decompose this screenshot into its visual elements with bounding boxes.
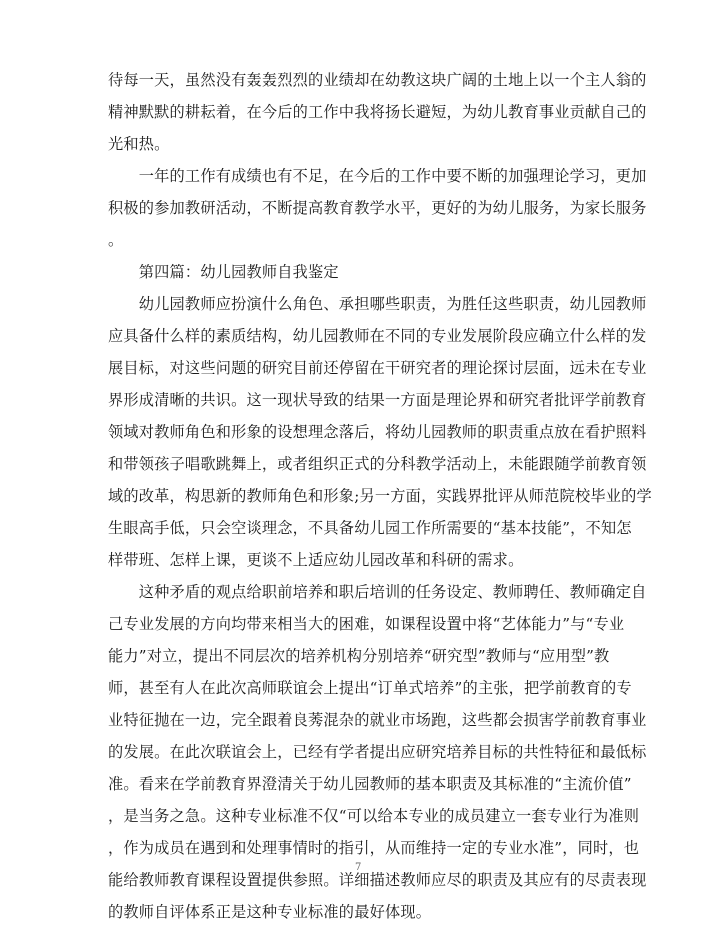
text-line: 生眼高手低，只会空谈理念，不具备幼儿园工作所需要的“基本技能”，不知怎	[108, 519, 632, 537]
text-line: 能力”对立，提出不同层次的培养机构分别培养“研究型”教师与“应用型”教	[108, 647, 610, 665]
text-line: 准。看来在学前教育界澄清关于幼儿园教师的基本职责及其标准的“主流价值”	[108, 775, 632, 793]
text-line: 的教师自评体系正是这种专业标准的最好体现。	[108, 903, 432, 921]
text-line: 师，甚至有人在此次高师联谊会上提出“订单式培养”的主张，把学前教育的专	[108, 679, 632, 697]
text-line: 。	[108, 231, 124, 249]
text-line: ，作为成员在遇到和处理事情时的指引，从而维持一定的专业水准”，同时，也	[108, 839, 640, 857]
text-line: 业特征抛在一边，完全跟着良莠混杂的就业市场跑，这些都会损害学前教育事业	[108, 711, 647, 729]
text-line: 样带班、怎样上课，更谈不上适应幼儿园改革和科研的需求。	[108, 551, 524, 569]
text-line: 应具备什么样的素质结构，幼儿园教师在不同的专业发展阶段应确立什么样的发	[108, 327, 647, 345]
text-line: 领域对教师角色和形象的设想理念落后，将幼儿园教师的职责重点放在看护照料	[108, 423, 647, 441]
text-line: 界形成清晰的共识。这一现状导致的结果一方面是理论界和研究者批评学前教育	[108, 391, 647, 409]
text-line: 精神默默的耕耘着，在今后的工作中我将扬长避短，为幼儿教育事业贡献自己的	[108, 103, 647, 121]
text-line: 的发展。在此次联谊会上，已经有学者提出应研究培养目标的共性特征和最低标	[108, 743, 647, 761]
text-line: 展目标，对这些问题的研究目前还停留在干研究者的理论探讨层面，远未在专业	[108, 359, 647, 377]
text-line: 待每一天，虽然没有轰轰烈烈的业绩却在幼教这块广阔的土地上以一个主人翁的	[108, 71, 647, 89]
text-line: 域的改革，构思新的教师角色和形象;另一方面，实践界批评从师范院校毕业的学	[108, 487, 652, 505]
text-line: 能给教师教育课程设置提供参照。详细描述教师应尽的职责及其应有的尽责表现	[108, 871, 647, 889]
text-line: 光和热。	[108, 135, 170, 153]
text-line: 幼儿园教师应扮演什么角色、承担哪些职责，为胜任这些职责，幼儿园教师	[108, 295, 647, 313]
text-line: 己专业发展的方向均带来相当大的困难，如课程设置中将“艺体能力”与“专业	[108, 615, 625, 633]
text-line: ，是当务之急。这种专业标准不仅“可以给本专业的成员建立一套专业行为准则	[108, 807, 640, 825]
text-line: 这种矛盾的观点给职前培养和职后培训的任务设定、教师聘任、教师确定自	[108, 583, 647, 601]
text-line: 和带领孩子唱歌跳舞上，或者组织正式的分科教学活动上，未能跟随学前教育领	[108, 455, 647, 473]
text-line: 积极的参加教研活动，不断提高教育教学水平，更好的为幼儿服务，为家长服务	[108, 199, 647, 217]
section-heading: 第四篇：幼儿园教师自我鉴定	[108, 263, 339, 281]
page-number: 7	[355, 862, 362, 873]
text-line: 一年的工作有成绩也有不足，在今后的工作中要不断的加强理论学习，更加	[108, 167, 647, 185]
